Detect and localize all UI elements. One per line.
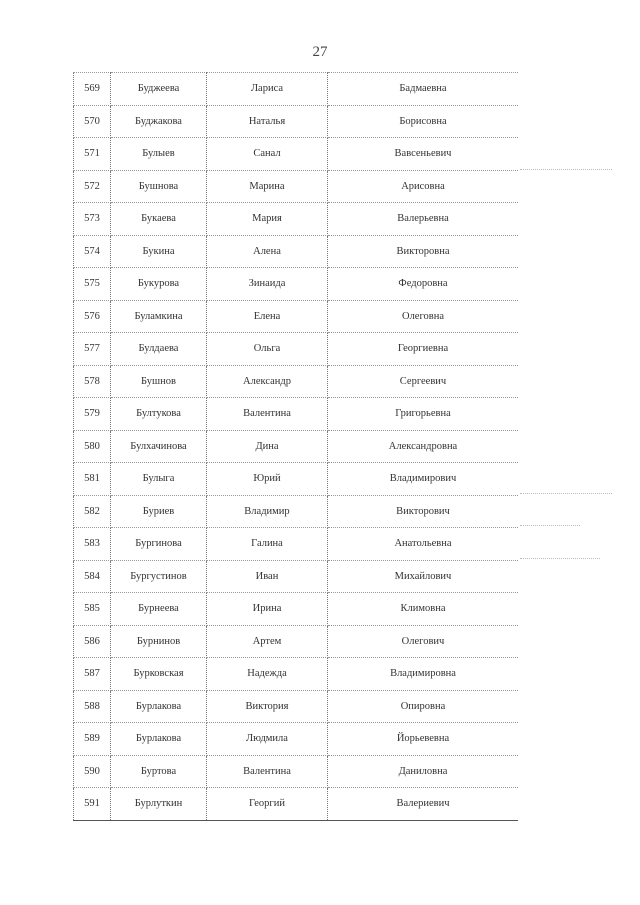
first-name-cell: Людмила: [207, 723, 328, 756]
table-row: [74, 203, 519, 236]
first-name-cell: Георгий: [207, 788, 328, 821]
row-number-cell: 586: [74, 625, 111, 658]
table-row: [74, 463, 519, 496]
first-name-cell: Владимир: [207, 495, 328, 528]
patronymic-cell: Опировна: [328, 690, 519, 723]
first-name-cell: Алена: [207, 235, 328, 268]
last-name-cell: Буриев: [111, 495, 207, 528]
patronymic-cell: Викторович: [328, 495, 519, 528]
table-row: [74, 333, 519, 366]
patronymic-cell: Анатольевна: [328, 528, 519, 561]
row-number-cell: 585: [74, 593, 111, 626]
first-name-cell: Мария: [207, 203, 328, 236]
first-name-cell: Валентина: [207, 755, 328, 788]
table-row: [74, 495, 519, 528]
patronymic-cell: Владимировна: [328, 658, 519, 691]
table-row: [74, 398, 519, 431]
patronymic-cell: Георгиевна: [328, 333, 519, 366]
patronymic-cell: Йорьевевна: [328, 723, 519, 756]
row-number-cell: 587: [74, 658, 111, 691]
first-name-cell: Ольга: [207, 333, 328, 366]
first-name-cell: Юрий: [207, 463, 328, 496]
patronymic-cell: Климовна: [328, 593, 519, 626]
table-row: [74, 690, 519, 723]
first-name-cell: Надежда: [207, 658, 328, 691]
last-name-cell: Букурова: [111, 268, 207, 301]
last-name-cell: Бушнов: [111, 365, 207, 398]
last-name-cell: Букина: [111, 235, 207, 268]
first-name-cell: Наталья: [207, 105, 328, 138]
row-number-cell: 576: [74, 300, 111, 333]
row-number-cell: 572: [74, 170, 111, 203]
scan-artifact-line: [520, 558, 600, 559]
last-name-cell: Буджакова: [111, 105, 207, 138]
table-row: [74, 73, 519, 106]
first-name-cell: Дина: [207, 430, 328, 463]
first-name-cell: Александр: [207, 365, 328, 398]
row-number-cell: 574: [74, 235, 111, 268]
patronymic-cell: Арисовна: [328, 170, 519, 203]
page-number: 27: [312, 44, 328, 60]
last-name-cell: Бурнеева: [111, 593, 207, 626]
last-name-cell: Булдаева: [111, 333, 207, 366]
patronymic-cell: Валериевич: [328, 788, 519, 821]
last-name-cell: Бургустинов: [111, 560, 207, 593]
row-number-cell: 569: [74, 73, 111, 106]
scan-artifact-line: [520, 493, 612, 494]
names-table-body: [74, 73, 519, 821]
table-row: [74, 528, 519, 561]
row-number-cell: 580: [74, 430, 111, 463]
first-name-cell: Елена: [207, 300, 328, 333]
patronymic-cell: Олеговна: [328, 300, 519, 333]
table-row: [74, 723, 519, 756]
last-name-cell: Букаева: [111, 203, 207, 236]
row-number-cell: 590: [74, 755, 111, 788]
first-name-cell: Виктория: [207, 690, 328, 723]
table-row: [74, 560, 519, 593]
row-number-cell: 579: [74, 398, 111, 431]
last-name-cell: Булыга: [111, 463, 207, 496]
scan-artifact-line: [520, 169, 612, 170]
table-row: [74, 625, 519, 658]
last-name-cell: Булыев: [111, 138, 207, 171]
table-row: [74, 268, 519, 301]
patronymic-cell: Даниловна: [328, 755, 519, 788]
row-number-cell: 591: [74, 788, 111, 821]
first-name-cell: Лариса: [207, 73, 328, 106]
patronymic-cell: Вавсеньевич: [328, 138, 519, 171]
patronymic-cell: Викторовна: [328, 235, 519, 268]
table-row: [74, 300, 519, 333]
row-number-cell: 589: [74, 723, 111, 756]
row-number-cell: 571: [74, 138, 111, 171]
table-row: [74, 593, 519, 626]
last-name-cell: Бурковская: [111, 658, 207, 691]
patronymic-cell: Олегович: [328, 625, 519, 658]
patronymic-cell: Григорьевна: [328, 398, 519, 431]
row-number-cell: 583: [74, 528, 111, 561]
last-name-cell: Бултукова: [111, 398, 207, 431]
last-name-cell: Булхачинова: [111, 430, 207, 463]
patronymic-cell: Владимирович: [328, 463, 519, 496]
table-row: [74, 105, 519, 138]
last-name-cell: Бушнова: [111, 170, 207, 203]
first-name-cell: Иван: [207, 560, 328, 593]
last-name-cell: Бурлакова: [111, 723, 207, 756]
first-name-cell: Валентина: [207, 398, 328, 431]
table-row: [74, 430, 519, 463]
patronymic-cell: Валерьевна: [328, 203, 519, 236]
patronymic-cell: Александровна: [328, 430, 519, 463]
first-name-cell: Марина: [207, 170, 328, 203]
last-name-cell: Буджеева: [111, 73, 207, 106]
patronymic-cell: Борисовна: [328, 105, 519, 138]
row-number-cell: 573: [74, 203, 111, 236]
patronymic-cell: Бадмаевна: [328, 73, 519, 106]
patronymic-cell: Сергеевич: [328, 365, 519, 398]
last-name-cell: Бурлуткин: [111, 788, 207, 821]
table-row: [74, 788, 519, 821]
first-name-cell: Санал: [207, 138, 328, 171]
table-row: [74, 658, 519, 691]
row-number-cell: 578: [74, 365, 111, 398]
row-number-cell: 575: [74, 268, 111, 301]
table-row: [74, 755, 519, 788]
first-name-cell: Артем: [207, 625, 328, 658]
table-row: [74, 170, 519, 203]
patronymic-cell: Михайлович: [328, 560, 519, 593]
last-name-cell: Бурлакова: [111, 690, 207, 723]
last-name-cell: Бургинова: [111, 528, 207, 561]
table-row: [74, 365, 519, 398]
table-row: [74, 138, 519, 171]
row-number-cell: 588: [74, 690, 111, 723]
row-number-cell: 582: [74, 495, 111, 528]
table-row: [74, 235, 519, 268]
first-name-cell: Зинаида: [207, 268, 328, 301]
row-number-cell: 584: [74, 560, 111, 593]
last-name-cell: Буламкина: [111, 300, 207, 333]
last-name-cell: Бурнинов: [111, 625, 207, 658]
first-name-cell: Галина: [207, 528, 328, 561]
first-name-cell: Ирина: [207, 593, 328, 626]
row-number-cell: 577: [74, 333, 111, 366]
row-number-cell: 581: [74, 463, 111, 496]
scan-artifact-line: [520, 525, 580, 526]
names-table: [73, 72, 518, 821]
row-number-cell: 570: [74, 105, 111, 138]
patronymic-cell: Федоровна: [328, 268, 519, 301]
last-name-cell: Буртова: [111, 755, 207, 788]
